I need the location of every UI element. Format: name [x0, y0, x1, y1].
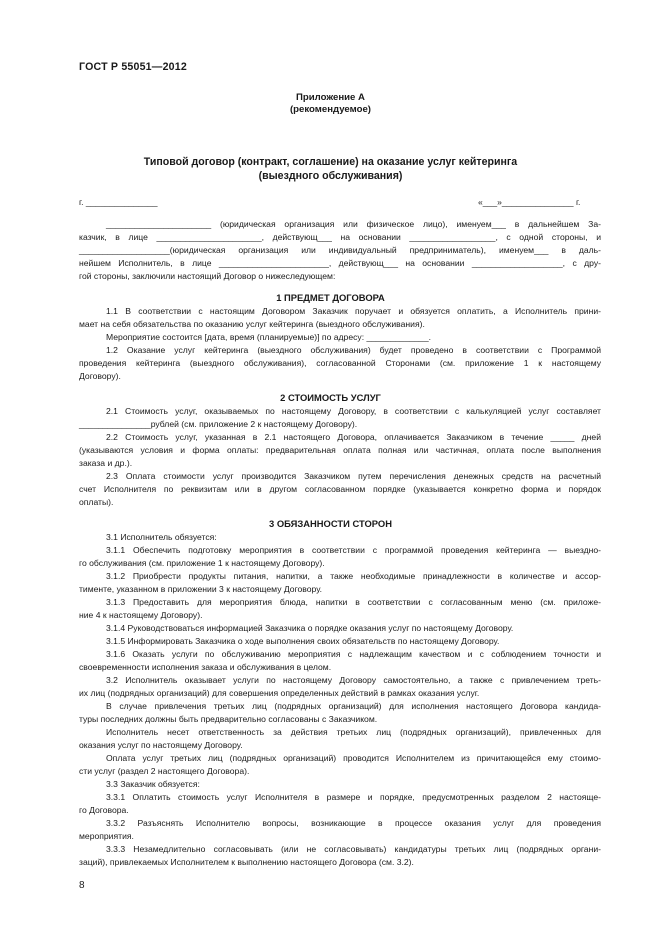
section-3-line: сти услуг (раздел 2 настоящего Договора).: [79, 766, 250, 776]
section-3-line: 3.1.1 Обеспечить подготовку мероприятия в соответствии с программой проведения кейтеринга — выездно-: [106, 545, 601, 555]
place-field: г. _______________: [79, 197, 158, 207]
section-2-line: 2.2 Стоимость услуг, указанная в 2.1 настоящего Договора, оплачивается Заказчиком в течение _____ дней: [106, 432, 601, 442]
section-1-line: 1.2 Оказание услуг кейтеринга (выездного обслуживания) будет проведено в соответствии с Программой: [106, 345, 601, 355]
appendix-subtitle: (рекомендуемое): [289, 104, 371, 115]
appendix-title: Приложение А: [296, 92, 365, 103]
preamble-line: ___________________(юридическая организация или индивидуальный предприниматель), именуем___ в даль-: [79, 245, 601, 255]
section-3-line: го обслуживания (см. приложение 1 к настоящему Договору).: [79, 558, 325, 568]
section-3-line: туры последних должны быть предварительно согласованы с Заказчиком.: [79, 714, 378, 724]
section-3-line: 3.1.3 Предоставить для мероприятия блюда, напитки в соответствии с согласованным меню (см. приложе-: [106, 597, 601, 607]
section-2-line: заказа и др.).: [79, 458, 133, 468]
document-title-line-2: (выездного обслуживания): [258, 170, 403, 182]
section-3-line: тименте, указанном в приложении 3 к настоящему Договору.: [79, 584, 323, 594]
section-1-line: Мероприятие состоится [дата, время (планируемые)] по адресу: _____________.: [106, 332, 431, 342]
section-3-line: 3.1.5 Информировать Заказчика о ходе выполнения своих обязательств по настоящему Договору.: [106, 636, 500, 646]
section-3-line: своевременности исполнения заказа и обслуживания в целом.: [79, 662, 332, 672]
preamble-line: казчик, в лице ______________________, действующ___ на основании __________________, с одной стороны, и: [79, 232, 601, 242]
section-3-heading: 3 ОБЯЗАННОСТИ СТОРОН: [269, 518, 392, 529]
section-2-heading: 2 СТОИМОСТЬ УСЛУГ: [280, 392, 381, 403]
section-3-line: 3.3.3 Незамедлительно согласовывать (или не согласовывать) кандидатуры третьих лиц (подрядных органи-: [106, 844, 601, 854]
section-3-line: оказания услуг по настоящему Договору.: [79, 740, 243, 750]
section-1-line: Договору).: [79, 371, 121, 381]
preamble-line: нейшем Исполнитель, в лице _______________________, действующ___ на основании ___________________, с дру-: [79, 258, 601, 268]
section-3-line: их лиц (подрядных организаций) для совершения определенных действий в рамках оказания услуг.: [79, 688, 480, 698]
section-3-line: 3.3 Заказчик обязуется:: [106, 779, 200, 789]
section-2-line: _______________рублей (см. приложение 2 к настоящему Договору).: [79, 419, 358, 429]
section-1-heading: 1 ПРЕДМЕТ ДОГОВОРА: [276, 292, 385, 303]
section-1-line: 1.1 В соответствии с настоящим Договором Заказчик поручает и обязуется оплатить, а Исполнитель прини-: [106, 306, 601, 316]
preamble-line: ______________________ (юридическая организация или физическое лицо), именуем___ в дальнейшем За-: [106, 219, 601, 229]
section-1-line: проведения кейтеринга (выездного обслуживания), согласованной Сторонами (см. приложение 1 к настоящему: [79, 358, 601, 368]
section-3-line: ние 4 к настоящему Договору).: [79, 610, 203, 620]
section-3-line: 3.3.1 Оплатить стоимость услуг Исполнителя в размере и порядке, предусмотренных разделом 2 настояще-: [106, 792, 601, 802]
section-1-line: мает на себя обязательства по оказанию услуг кейтеринга (выездного обслуживания).: [79, 319, 425, 329]
section-2-line: оплаты).: [79, 497, 114, 507]
section-2-line: 2.1 Стоимость услуг, оказываемых по настоящему Договору, в соответствии с калькуляцией услуг составляет: [106, 406, 601, 416]
section-3-line: 3.1.4 Руководствоваться информацией Заказчика о порядке оказания услуг по настоящему Договору.: [106, 623, 514, 633]
section-3-line: 3.3.2 Разъяснять Исполнителю вопросы, возникающие в процессе оказания услуг для проведения: [106, 818, 601, 828]
section-3-line: 3.1.2 Приобрести продукты питания, напитки, а также необходимые принадлежности в количестве и ассор-: [106, 571, 601, 581]
section-3-line: мероприятия.: [79, 831, 134, 841]
section-3-line: В случае привлечения третьих лиц (подрядных организаций) для исполнения настоящего Договора кандида-: [106, 701, 601, 711]
standard-header: ГОСТ Р 55051—2012: [79, 61, 187, 73]
date-field: «___»_______________ г.: [478, 197, 581, 207]
section-3-line: Оплата услуг третьих лиц (подрядных организаций) проводится Исполнителем из причитающейся ему стоимо-: [106, 753, 601, 763]
page-number: 8: [79, 880, 85, 891]
section-3-line: 3.2 Исполнитель оказывает услуги по настоящему Договору самостоятельно, а также с привлечением треть-: [106, 675, 601, 685]
section-3-line: 3.1.6 Оказать услуги по обслуживанию мероприятия с надлежащим качеством и с соблюдением точности и: [106, 649, 601, 659]
document-title-line-1: Типовой договор (контракт, соглашение) на оказание услуг кейтеринга: [143, 156, 518, 168]
preamble-line: гой стороны, заключили настоящий Договор о нижеследующем:: [79, 271, 336, 281]
section-2-line: (указываются условия и форма оплаты: предварительная оплата полная или частичная, оплата после выполнения: [79, 445, 601, 455]
section-3-line: заций), привлекаемых Исполнителем к выполнению настоящего Договора (см. 3.2).: [79, 857, 414, 867]
section-3-line: го Договора.: [79, 805, 129, 815]
section-3-line: 3.1 Исполнитель обязуется:: [106, 532, 217, 542]
section-2-line: счет Исполнителя по реквизитам или в другом согласованном порядке (указывается конкретно форма и порядок: [79, 484, 601, 494]
section-2-line: 2.3 Оплата стоимости услуг производится Заказчиком путем перечисления денежных средств на расчетный: [106, 471, 601, 481]
section-3-line: Исполнитель несет ответственность за действия третьих лиц (подрядных организаций), привлеченных для: [106, 727, 601, 737]
